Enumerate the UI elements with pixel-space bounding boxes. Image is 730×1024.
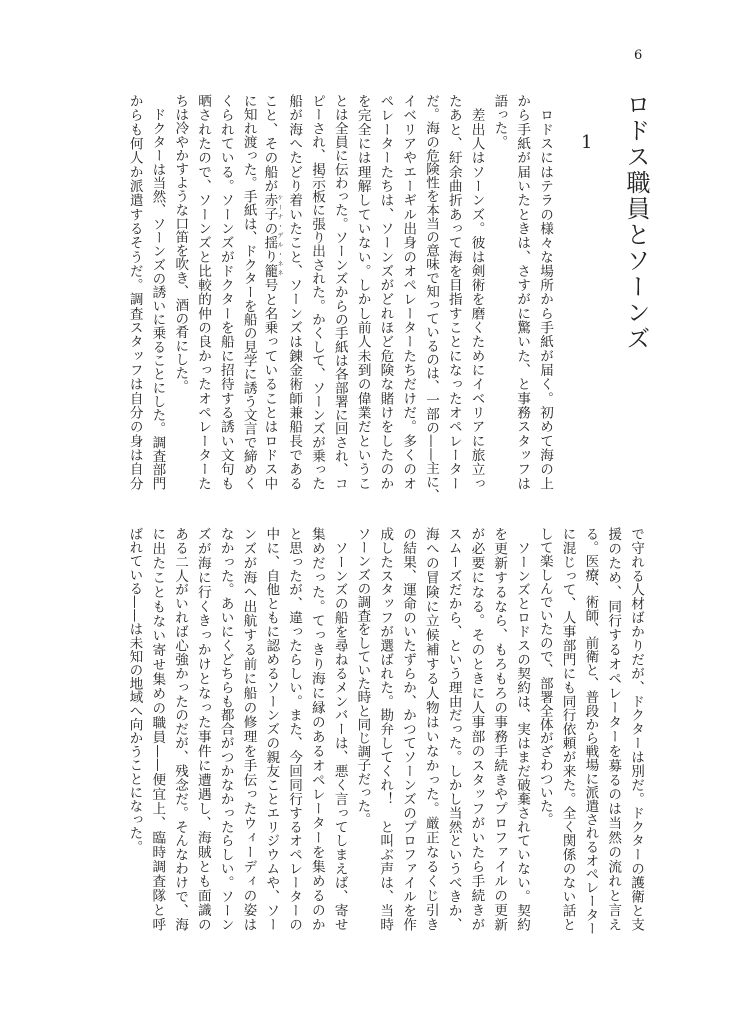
text-line: ペレーターたちは、ソーンズがどれほど危険な賭けをしたのか <box>377 94 394 490</box>
text-line: ンズが海へ出航する前に船の修理を手伝ったウィーディの姿は <box>240 527 257 931</box>
page-number: 6 <box>634 48 643 63</box>
body-text-lower <box>123 527 647 935</box>
text-line: を更新するなら、もろもろの事務手続きやプロファイルの更新 <box>491 527 508 931</box>
body-text-upper <box>123 94 556 502</box>
text-line: 海への冒険に立候補する人物はいなかった。厳正なるくじ引き <box>422 527 439 931</box>
text-line: なかった。あいにくどちらも都合がつかなかったらしい。ソーン <box>217 527 234 931</box>
text-segment: 号と名乗っていることはロドス中 <box>261 278 278 490</box>
ruby-reading: ケーナ・デル・ネネ <box>275 193 283 278</box>
text-line: の結果、運命のいたずらか、かつてソーンズのプロファイルを作 <box>400 527 417 931</box>
text-line: ピーされ、掲示板に張り出された。かくして、ソーンズが乗った <box>309 94 326 490</box>
text-line: スムーズだから、という理由だった。しかし当然というべきか、 <box>445 527 462 931</box>
text-line: と思ったが、違ったらしい。また、今回同行するオペレーターの <box>286 527 303 931</box>
text-line: からも何人か派遣するそうだ。調査スタッフは自分の身は自分 <box>126 94 143 490</box>
text-line: 差出人はソーンズ。彼は剣術を磨くためにイベリアに旅立っ <box>468 94 485 490</box>
text-line: 援のため、同行するオペレーターを募るのは当然の流れと言え <box>605 527 622 931</box>
text-line: ロドスにはテラの様々な場所から手紙が届く。初めて海の上 <box>537 94 553 490</box>
text-line: に混じって、人事部門にも同行依頼が来た。全く関係のない話と <box>559 527 576 931</box>
text-line: ある二人がいれば心強かったのだが、残念だ。そんなわけで、海 <box>172 527 189 931</box>
ruby-annotation <box>261 193 283 279</box>
text-line: に出たこともない寄せ集めの職員——便宜上、臨時調査隊と呼 <box>149 527 166 931</box>
text-line: ソーンズとロドスの契約は、実はまだ破棄されていない。契約 <box>514 527 531 931</box>
text-line: して楽しんでいたので、部署全体がざわついた。 <box>536 527 553 827</box>
text-line: 集めだった。てっきり海に縁のあるオペレーターを集めるのか <box>308 527 325 931</box>
text-line: イベリアやエーギル出身のオペレーターたちだけだ。多くのオ <box>400 94 417 490</box>
text-line: が必要になる。そのときに人事部のスタッフがいたら手続きが <box>468 527 485 931</box>
text-line: ちは冷やかすような口笛を吹き、酒の肴にした。 <box>172 94 189 394</box>
ruby-base: 赤子の揺り籠 <box>261 193 278 279</box>
text-line: 語った。 <box>491 94 508 149</box>
text-line: 成したスタッフが選ばれた。勘弁してくれ！ と叫ぶ声は、当時 <box>377 527 394 931</box>
text-line: 晒されたので、ソーンズと比較的仲の良かったオペレーターた <box>195 94 212 490</box>
text-line: 中に、自他ともに認めるソーンズの親友ことエリジウムや、ソー <box>263 527 280 931</box>
text-line: たあと、紆余曲折あって海を目指すことになったオペレーター <box>445 94 462 490</box>
text-line: を完全には理解していない。しかし前人未到の偉業だというこ <box>354 94 371 490</box>
text-line: ソーンズの船を尋ねるメンバーは、悪く言ってしまえば、寄せ <box>331 527 348 931</box>
text-line <box>260 94 283 490</box>
text-line: ズが海に行くきっかけとなった事件に遭遇し、海賊とも面識の <box>194 527 211 931</box>
text-line: る。医療、術師、前衛と、普段から戦場に派遣されるオペレーター <box>582 527 599 935</box>
text-line: ドクターは当然、ソーンズの誘いに乗ることにした。調査部門 <box>149 94 166 490</box>
text-line: で守れる人材ばかりだが、ドクターは別だ。ドクターの護衛と支 <box>628 527 644 931</box>
text-line: とは全員に伝わった。ソーンズからの手紙は各部署に回され、コ <box>331 94 348 490</box>
text-line: くられている。ソーンズがドクターを船に招待する誘い文句も <box>217 94 234 490</box>
text-segment: こと、その船が <box>261 94 278 194</box>
section-number: 1 <box>581 132 593 153</box>
text-line: 船が海へたどり着いたこと、ソーンズは錬金術師兼船長である <box>286 94 303 490</box>
chapter-title: ロドス職員とソーンズ <box>622 92 650 352</box>
text-line: から手紙が届いたときは、さすがに驚いた、と事務スタッフは <box>514 94 531 490</box>
text-line: に知れ渡った。手紙は、ドクターを船の見学に誘う文言で締めく <box>240 94 257 490</box>
text-line: ソーンズの調査をしていた時と同じ調子だった。 <box>354 527 371 827</box>
text-line: ばれている——は未知の地域へ向かうことになった。 <box>126 527 143 854</box>
text-line: だ。海の危険性を本当の意味で知っているのは、一部の——主に、 <box>423 94 440 502</box>
